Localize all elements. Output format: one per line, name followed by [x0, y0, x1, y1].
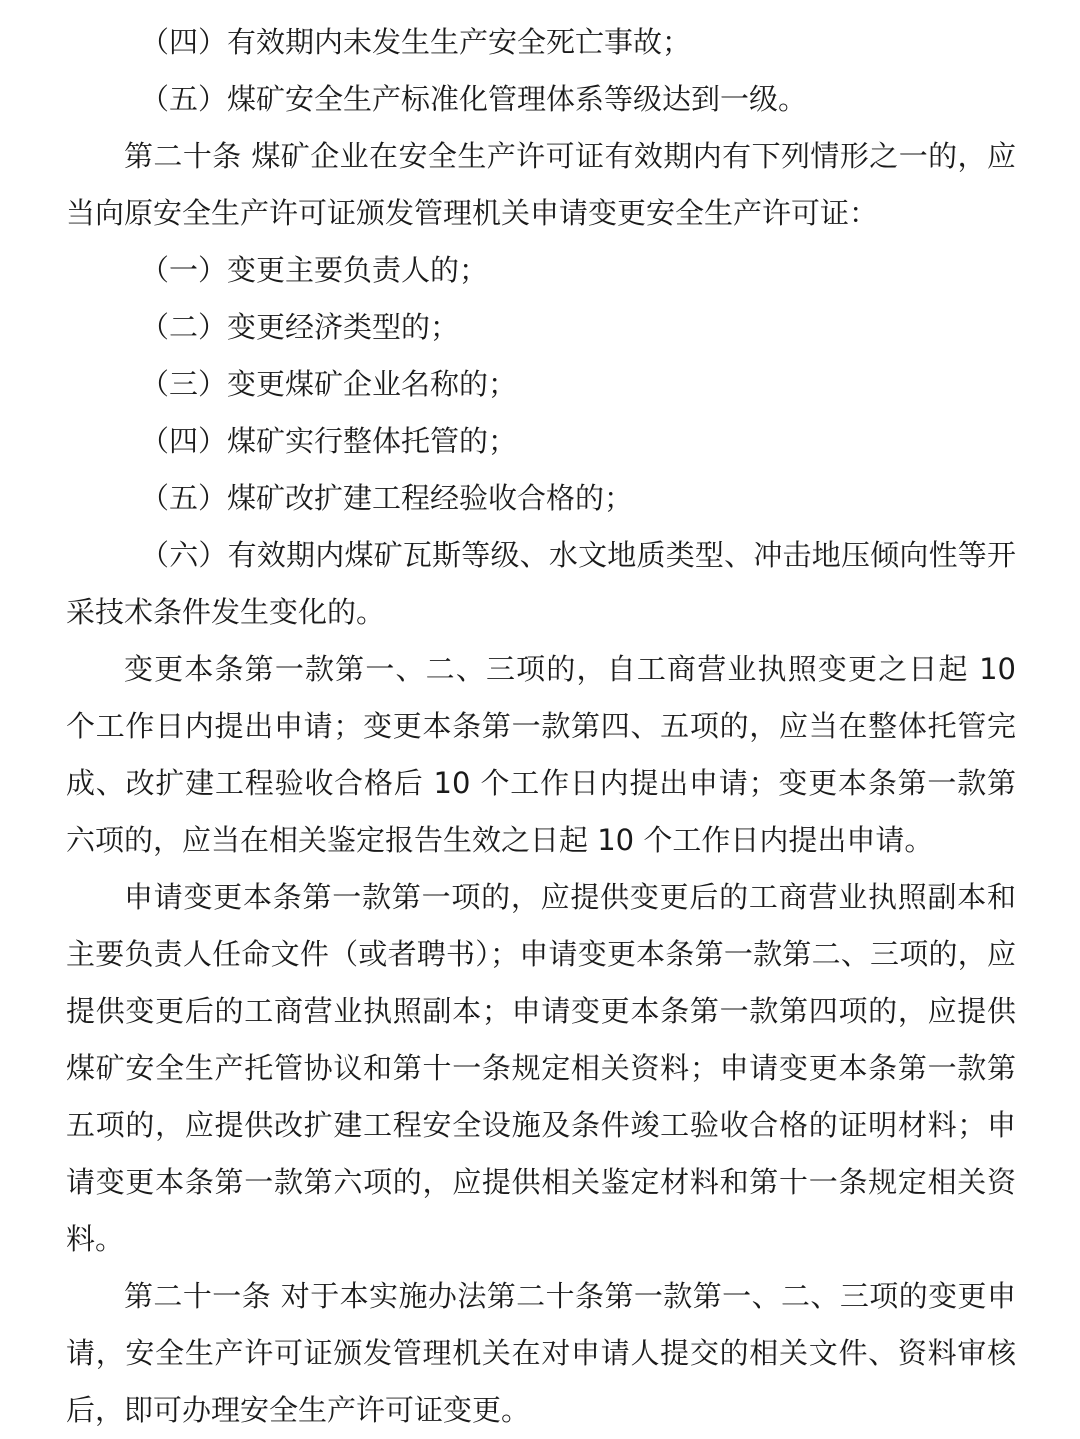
- list-item: （三）变更煤矿企业名称的；: [140, 367, 518, 401]
- list-item: （六）有效期内煤矿瓦斯等级、水文地质类型、冲击地压倾向性等开采技术条件发生变化的。: [66, 538, 1016, 629]
- list-item: （五）煤矿安全生产标准化管理体系等级达到一级。: [140, 82, 808, 116]
- article-paragraph: 第二十一条 对于本实施办法第二十条第一款第一、二、三项的变更申请，安全生产许可证颁发管理机关在对申请人提交的相关文件、资料审核后，即可办理安全生产许可证变更。: [66, 1279, 1016, 1427]
- body-paragraph: 申请变更本条第一款第一项的，应提供变更后的工商营业执照副本和主要负责人任命文件（或者聘书）；申请变更本条第一款第二、三项的，应提供变更后的工商营业执照副本；申请变更本条第一款第四项的，应提供煤矿安全生产托管协议和第十一条规定相关资料；申请变更本条第一款第五项的，应提供改扩建工程安全设施及条件竣工验收合格的证明材料；申请变更本条第一款第六项的，应提供相关鉴定材料和第十一条规定相关资料。: [66, 880, 1016, 1256]
- list-item: （五）煤矿改扩建工程经验收合格的；: [140, 481, 634, 515]
- list-item: （二）变更经济类型的；: [140, 310, 460, 344]
- body-paragraph: 变更本条第一款第一、二、三项的，自工商营业执照变更之日起 10 个工作日内提出申请；变更本条第一款第四、五项的，应当在整体托管完成、改扩建工程验收合格后 10 个工作日内提出申请；变更本条第一款第六项的，应当在相关鉴定报告生效之日起 10 个工作日内提出申请。: [66, 652, 1016, 857]
- list-item: （一）变更主要负责人的；: [140, 253, 489, 287]
- list-item: （四）有效期内未发生生产安全死亡事故；: [140, 25, 692, 59]
- list-item: （四）煤矿实行整体托管的；: [140, 424, 518, 458]
- article-paragraph: 第二十条 煤矿企业在安全生产许可证有效期内有下列情形之一的，应当向原安全生产许可证颁发管理机关申请变更安全生产许可证：: [66, 139, 1016, 230]
